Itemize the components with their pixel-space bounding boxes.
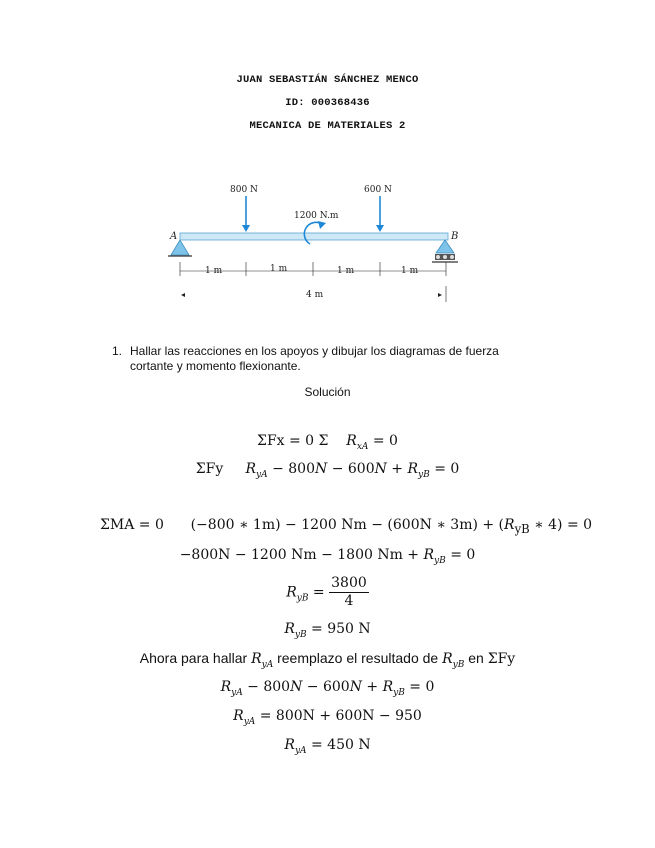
support-a-label: A xyxy=(170,231,178,242)
down-arrow-icon xyxy=(242,196,250,232)
solution-heading: Solución xyxy=(304,385,351,399)
explanation-sentence: Ahora para hallar $R_{yA}$ reemplazo el resultado de $R_{yB}$ en ΣFy xyxy=(139,650,516,670)
equation-sum-ma: ΣMA = 0 (−800 ∗ 1m) − 1200 Nm − (600N ∗ $3m) + (R_{yB}$ ∗ 4) = 0 xyxy=(100,517,593,536)
equation-ryb-fraction: $R_{yB}$ = $\frac{3800}{4}$ xyxy=(286,575,367,609)
equation-ryb-result: $R_{yB} = 950$ N xyxy=(284,621,371,640)
span-label: 1 m xyxy=(337,266,355,276)
span-label: 1 m xyxy=(205,266,223,276)
equation-rya-substituted: $R_{yA} = 800N + 600N - 950$ xyxy=(233,708,422,727)
problem-number: 1. xyxy=(112,344,123,358)
pin-support-a-icon xyxy=(168,240,192,256)
load-800-label: 800 N xyxy=(230,185,258,195)
course-title: MECANICA DE MATERIALES 2 xyxy=(249,120,406,132)
total-length-label: 4 m xyxy=(306,290,324,300)
fraction: $\frac{3800}{4}$ xyxy=(331,575,367,609)
span-label: 1 m xyxy=(401,266,419,276)
moment-arrow-icon xyxy=(304,221,326,244)
roller-support-b-icon xyxy=(432,240,458,262)
author-name: JUAN SEBASTIÁN SÁNCHEZ MENCO xyxy=(236,74,419,86)
down-arrow-icon xyxy=(376,196,384,232)
equation-rya-result: $R_{yA} = 450$ N xyxy=(284,737,371,756)
span-label: 1 m xyxy=(270,264,288,274)
equation-sum-fy: ΣFy $R_{yA} - 800N - 600N + R_{yB} = 0$ xyxy=(195,461,460,480)
beam xyxy=(180,233,448,240)
support-b-label: B xyxy=(451,231,459,242)
equation-sum-fy-repeat: $R_{yA} - 800N - 600N + R_{yB} = 0$ xyxy=(220,679,435,698)
load-600-label: 600 N xyxy=(364,185,392,195)
equation-sum-fx: ΣFx = 0 Σ $R_{xA} = 0$ xyxy=(257,433,398,452)
moment-label: 1200 N.m xyxy=(294,211,339,221)
equation-ma-simplified: −800N − 1200 Nm − 1800 $Nm + R_{yB} = 0$ xyxy=(179,547,476,566)
problem-text: Hallar las reacciones en los apoyos y dibujar los diagramas de fuerza cortante y momento flexionante. xyxy=(130,344,499,373)
student-id: ID: 000368436 xyxy=(285,97,370,109)
beam-diagram xyxy=(160,178,460,306)
problem-statement xyxy=(112,344,542,374)
